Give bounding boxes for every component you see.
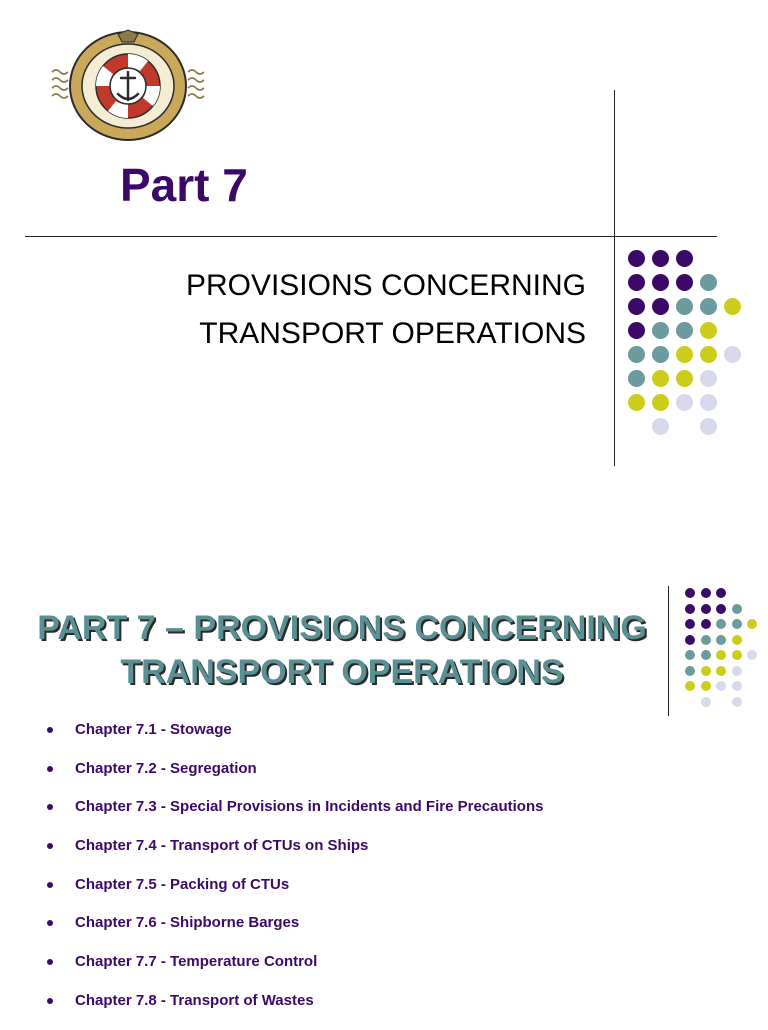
decorative-dot — [701, 697, 711, 707]
decorative-dot — [732, 650, 742, 660]
politeknik-ilmu-pelayaran-logo — [48, 28, 208, 146]
decorative-dot — [700, 322, 717, 339]
decorative-dot — [732, 619, 742, 629]
decorative-dot — [700, 394, 717, 411]
decorative-dot — [676, 274, 693, 291]
decorative-dot — [701, 604, 711, 614]
bullet-icon — [47, 959, 53, 965]
decorative-dot — [700, 298, 717, 315]
bullet-icon — [47, 843, 53, 849]
decorative-dot — [724, 298, 741, 315]
decorative-dot — [628, 298, 645, 315]
decorative-dot — [716, 681, 726, 691]
decorative-dot — [716, 635, 726, 645]
decorative-dot — [628, 274, 645, 291]
decorative-dot — [716, 619, 726, 629]
chapter-list — [40, 720, 543, 1030]
slide-title-line-2: TRANSPORT OPERATIONS — [120, 653, 564, 691]
decorative-dot — [685, 681, 695, 691]
decorative-dot — [676, 370, 693, 387]
bullet-icon — [47, 998, 53, 1004]
decorative-dot — [747, 650, 757, 660]
chapter-label: Chapter 7.6 - Shipborne Barges — [75, 914, 300, 932]
decorative-dot — [628, 346, 645, 363]
decorative-dot — [676, 394, 693, 411]
decorative-dot — [716, 650, 726, 660]
decorative-dot — [685, 650, 695, 660]
bullet-icon — [47, 727, 53, 733]
decorative-dot — [716, 604, 726, 614]
chapter-item — [40, 875, 543, 914]
chapter-label: Chapter 7.5 - Packing of CTUs — [75, 875, 290, 893]
decorative-dot — [700, 370, 717, 387]
decorative-dot — [732, 681, 742, 691]
chapter-item — [40, 913, 543, 952]
chapter-item — [40, 836, 543, 875]
bullet-icon — [47, 882, 53, 888]
decorative-dot — [676, 250, 693, 267]
decorative-dot — [747, 619, 757, 629]
decorative-dot — [652, 418, 669, 435]
bullet-icon — [47, 920, 53, 926]
decorative-dot — [685, 604, 695, 614]
decorative-dot — [652, 250, 669, 267]
slide-title — [0, 606, 684, 694]
decorative-dot — [701, 681, 711, 691]
decorative-dot — [676, 322, 693, 339]
decorative-dot — [652, 370, 669, 387]
chapter-item — [40, 720, 543, 759]
decorative-dot — [685, 666, 695, 676]
decorative-dot — [724, 346, 741, 363]
decorative-dot — [685, 619, 695, 629]
decorative-dot — [732, 697, 742, 707]
subtitle-line-1: PROVISIONS CONCERNING — [185, 269, 586, 302]
decorative-dot — [676, 346, 693, 363]
decorative-dot — [652, 394, 669, 411]
slide-title-line-1: PART 7 – PROVISIONS CONCERNING — [37, 609, 647, 647]
decorative-dot — [701, 588, 711, 598]
chapter-item — [40, 952, 543, 991]
decorative-dot — [628, 370, 645, 387]
slide-part-7-title — [0, 0, 768, 500]
decorative-dot — [628, 322, 645, 339]
bullet-icon — [47, 804, 53, 810]
decorative-dot — [701, 619, 711, 629]
decorative-dot — [685, 588, 695, 598]
decorative-dot — [716, 666, 726, 676]
decorative-dot — [628, 250, 645, 267]
slide-part-7-chapters — [0, 500, 768, 1024]
decorative-dot — [676, 298, 693, 315]
chapter-label: Chapter 7.2 - Segregation — [75, 759, 257, 777]
decorative-dot — [652, 346, 669, 363]
decorative-dot — [652, 322, 669, 339]
decorative-dot — [700, 418, 717, 435]
decorative-dot — [628, 394, 645, 411]
decorative-dot — [685, 635, 695, 645]
decorative-dot — [700, 346, 717, 363]
decorative-dot — [701, 650, 711, 660]
part-title: Part 7 — [120, 159, 248, 211]
chapter-label: Chapter 7.1 - Stowage — [75, 721, 232, 738]
bullet-icon — [47, 766, 53, 772]
subtitle — [186, 262, 586, 358]
vertical-divider — [614, 90, 615, 466]
decorative-dot — [716, 588, 726, 598]
decorative-dot — [652, 298, 669, 315]
decorative-dot — [732, 635, 742, 645]
decorative-dot — [732, 604, 742, 614]
decorative-dot — [652, 274, 669, 291]
decorative-dot — [701, 666, 711, 676]
decorative-dot — [701, 635, 711, 645]
chapter-label: Chapter 7.8 - Transport of Wastes — [75, 991, 314, 1009]
chapter-item — [40, 797, 543, 836]
chapter-label: Chapter 7.7 - Temperature Control — [75, 953, 318, 971]
decorative-dot — [732, 666, 742, 676]
subtitle-line-2: TRANSPORT OPERATIONS — [199, 317, 586, 350]
chapter-label: Chapter 7.4 - Transport of CTUs on Ships — [75, 837, 369, 855]
chapter-label: Chapter 7.3 - Special Provisions in Incidents and Fire Precautions — [75, 798, 544, 816]
chapter-item — [40, 759, 543, 798]
decorative-dot — [700, 274, 717, 291]
